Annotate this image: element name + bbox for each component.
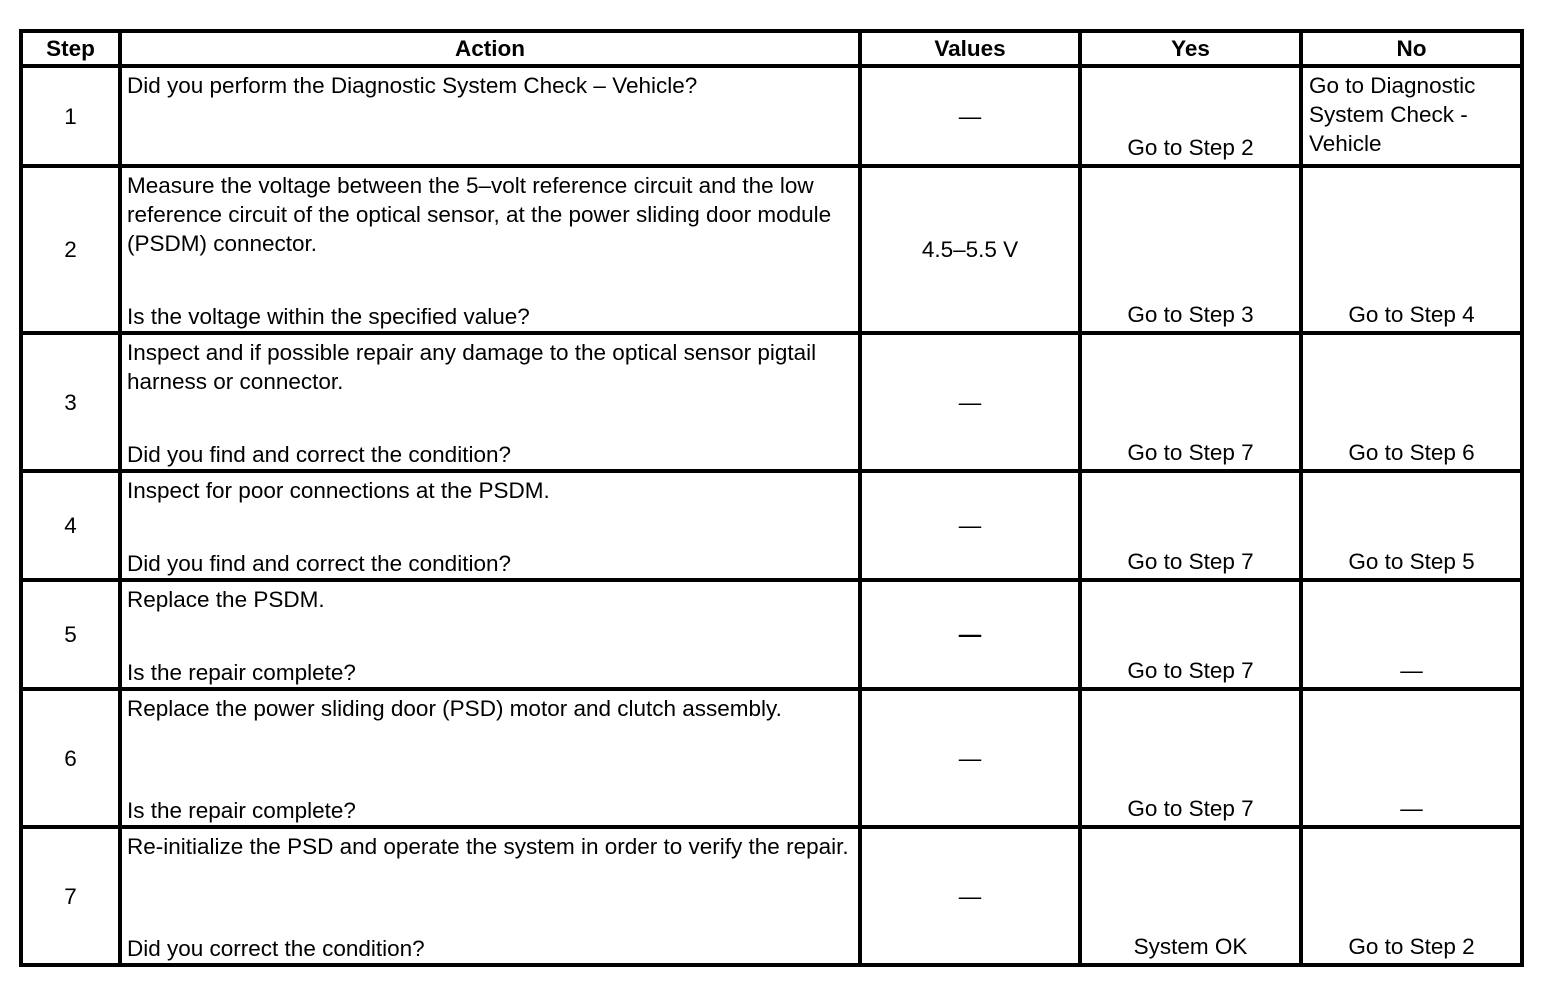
table-row (21, 580, 1522, 689)
yes-cell: Go to Step 2 (1080, 66, 1301, 166)
table-row (21, 471, 1522, 580)
no-cell: Go to Step 5 (1301, 471, 1522, 580)
value-cell: 4.5–5.5 V (860, 166, 1080, 333)
step-number: 2 (21, 166, 120, 333)
header-values: Values (860, 31, 1080, 66)
value-cell: — (860, 580, 1080, 689)
action-question: Did you find and correct the condition? (127, 551, 511, 576)
action-text: Replace the power sliding door (PSD) motor and clutch assembly. (127, 696, 782, 721)
value-cell: — (860, 471, 1080, 580)
action-cell (120, 66, 860, 166)
yes-cell: Go to Step 3 (1080, 166, 1301, 333)
action-question: Is the voltage within the specified value? (127, 304, 530, 329)
yes-cell: Go to Step 7 (1080, 471, 1301, 580)
value-cell: — (860, 827, 1080, 965)
action-question: Is the repair complete? (127, 798, 356, 823)
action-text: Re-initialize the PSD and operate the system in order to verify the repair. (127, 834, 849, 859)
step-number: 4 (21, 471, 120, 580)
action-cell (120, 333, 860, 471)
action-text: Inspect for poor connections at the PSDM. (127, 478, 550, 503)
step-number: 7 (21, 827, 120, 965)
action-question: Did you find and correct the condition? (127, 442, 511, 467)
no-cell: — (1301, 580, 1522, 689)
header-yes: Yes (1080, 31, 1301, 66)
header-row (21, 31, 1522, 66)
action-cell (120, 471, 860, 580)
no-cell: Go to Step 4 (1301, 166, 1522, 333)
action-cell (120, 827, 860, 965)
action-cell (120, 166, 860, 333)
header-step: Step (21, 31, 120, 66)
step-number: 3 (21, 333, 120, 471)
no-cell: — (1301, 689, 1522, 827)
yes-cell: Go to Step 7 (1080, 333, 1301, 471)
action-text: Measure the voltage between the 5–volt reference circuit and the low reference circuit of the optical sensor, at the power sliding door module (PSDM) connector. (127, 173, 832, 256)
no-cell: Go to Step 6 (1301, 333, 1522, 471)
yes-cell: System OK (1080, 827, 1301, 965)
table-row (21, 333, 1522, 471)
action-text: Replace the PSDM. (127, 587, 325, 612)
table-row (21, 166, 1522, 333)
yes-cell: Go to Step 7 (1080, 689, 1301, 827)
action-question: Did you correct the condition? (127, 936, 425, 961)
table-row (21, 66, 1522, 166)
action-text: Inspect and if possible repair any damage to the optical sensor pigtail harness or connector. (127, 340, 817, 394)
value-cell: — (860, 689, 1080, 827)
action-text: Did you perform the Diagnostic System Check – Vehicle? (127, 73, 698, 98)
action-cell (120, 580, 860, 689)
value-cell: — (860, 66, 1080, 166)
yes-cell: Go to Step 7 (1080, 580, 1301, 689)
no-cell: Go to Diagnostic System Check - Vehicle (1301, 66, 1522, 166)
step-number: 6 (21, 689, 120, 827)
action-question: Is the repair complete? (127, 660, 356, 685)
header-action: Action (120, 31, 860, 66)
value-cell: — (860, 333, 1080, 471)
table-row (21, 689, 1522, 827)
step-number: 1 (21, 66, 120, 166)
step-number: 5 (21, 580, 120, 689)
table-row (21, 827, 1522, 965)
header-no: No (1301, 31, 1522, 66)
no-cell: Go to Step 2 (1301, 827, 1522, 965)
action-cell (120, 689, 860, 827)
diagnostic-table (19, 29, 1524, 967)
